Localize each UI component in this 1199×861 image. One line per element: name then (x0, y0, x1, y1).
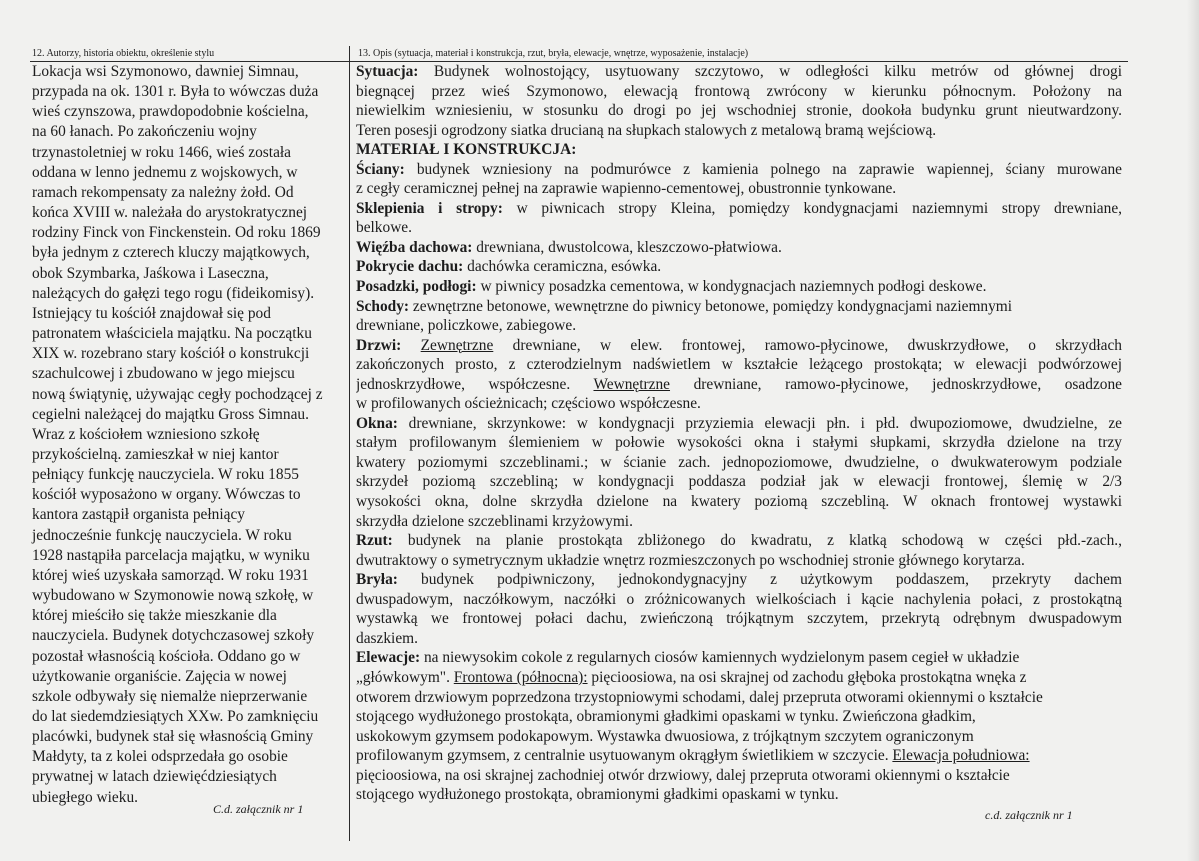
history-text-line: jednocześnie funkcję nauczyciela. W roku (32, 526, 292, 544)
section-13-header: 13. Opis (sytuacja, materiał i konstrukcja, rzut, bryła, elewacje, wnętrze, wyposażenie, instalacje) (358, 48, 749, 59)
text-segment: skrzydeł poziomą szczebliną; w kondygnacji poddasza podział jak w elewacji frontowej, ślemię w 2/3 (356, 473, 1122, 491)
text-segment: w piwnicy posadzka cementowa, w kondygnacjach naziemnych podłogi deskowe. (476, 278, 987, 296)
section-label: MATERIAŁ I KONSTRUKCJA: (356, 141, 577, 159)
description-text-line (356, 394, 1122, 414)
description-text-line (356, 766, 1122, 786)
text-segment: profilowanym gzymsem, z centralnie usytuowanym okrągłym świetlikiem w szczycie. (356, 747, 893, 765)
history-text-line: Wraz z kościołem wzniesiono szkołę (32, 425, 260, 443)
text-segment: drewniane, ramowo-płycinowe, jednoskrzydłowe, osadzone (670, 375, 1122, 393)
section-label: Pokrycie dachu: (356, 258, 464, 276)
description-text-line (356, 238, 1122, 258)
section-label: Elewacje: (356, 649, 421, 667)
underlined-term: Elewacja południowa: (892, 747, 1030, 765)
description-text-line (356, 121, 1122, 141)
description-text-line (356, 433, 1122, 453)
text-segment: z cegły ceramicznej pełnej na zaprawie wapienno-cementowej, obustronnie tynkowane. (356, 180, 897, 198)
section-label: Drzwi: (356, 336, 402, 354)
section-label: Bryła: (356, 571, 398, 589)
history-text-line: do lat siedemdziesiątych XXw. Po zamknięciu (32, 708, 319, 725)
description-text-line (356, 785, 1122, 805)
history-text-line: oddana w lenno jednemu z wojskowych, w (32, 163, 298, 181)
description-text-line (356, 375, 1122, 395)
text-segment: pięcioosiowa, na osi skrajnej od zachodu głęboka prostokątna wnęka z (587, 668, 1027, 686)
section-12-header: 12. Autorzy, historia obiektu, określenie stylu (32, 48, 215, 59)
section-label: Posadzki, podłogi: (356, 278, 477, 296)
history-text-line: Lokacja wsi Szymonowo, dawniej Simnau, (32, 63, 299, 80)
description-text-line (356, 512, 1122, 532)
text-segment: dwuspadowym, naczółkowym, naczółki o zróżnicowanych wielkościach i kącie nachylenia połaci, z prostokątną (356, 590, 1122, 608)
text-segment: wysokości okna, dolne skrzydła dzielone na kwatery poziomą szczebliną. W oknach frontowej wystawki (356, 493, 1122, 511)
description-text-line (356, 609, 1122, 629)
history-text-line: nauczyciela. Budynek dotychczasowej szkoły (32, 627, 315, 645)
text-segment: drewniane, policzkowe, zabiegowe. (356, 317, 577, 335)
text-segment: drewniane, w elew. frontowej, ramowo-płycinowe, dwuskrzydłowe, o skrzydłach (493, 336, 1122, 354)
underlined-term: Frontowa (północna): (453, 668, 588, 686)
history-column (32, 62, 344, 808)
text-segment: niewielkim wzniesieniu, w stosunku do drogi po jej wschodniej stronie, dookoła budynku grunt nieutwardzony. (356, 102, 1122, 120)
text-segment: wystawką we frontowej połaci dachu, zwieńczoną trójkątnym szczytem, przekrytą odrębnym dwuspadowym (356, 610, 1122, 628)
description-text-line (356, 472, 1122, 492)
description-text-line (356, 336, 1122, 356)
text-segment: daszkiem. (356, 629, 418, 647)
history-text-line: ramach rekompensaty za należny żołd. Od (32, 183, 294, 201)
history-text-line: Istniejący tu kościół znajdował się pod (32, 304, 271, 322)
section-label: Sytuacja: (356, 63, 419, 80)
text-segment: budynek na planie prostokąta zbliżonego do kwadratu, z klatką schodową w części płd.-zach., (392, 532, 1122, 550)
history-text-line: rodziny Finck von Finckenstein. Od roku 1869 (32, 224, 321, 242)
history-text-line: której wieś uzyskała samorząd. W roku 1931 (32, 566, 309, 584)
description-text-line (356, 160, 1122, 180)
description-text-line (356, 668, 1122, 688)
page-edge-shadow (1187, 0, 1199, 861)
history-text-line: placówki, budynek stał się własnością Gminy (32, 728, 314, 746)
description-text-line (356, 648, 1122, 668)
column-divider (349, 46, 350, 841)
description-text-line (356, 140, 1122, 160)
description-continuation-note: c.d. załącznik nr 1 (985, 808, 1073, 822)
description-text-line (356, 531, 1122, 551)
text-segment: stojącego wydłużonego prostokąta, obramionymi gładkimi opaskami w tynku. Zwieńczona gładkim, (356, 708, 976, 726)
section-label: Ściany: (356, 160, 405, 178)
history-text-line: prywatnej w latach dziewięćdziesiątych (32, 768, 277, 786)
history-text-line: 1928 nastąpiła parcelacja majątku, w wyniku (32, 546, 310, 564)
section-label: Sklepienia i stropy: (356, 199, 503, 217)
text-segment: stojącego wydłużonego prostokąta, obramionymi gładkimi opaskami w tynku. (356, 786, 839, 804)
description-text-line (356, 179, 1122, 199)
section-label: Okna: (356, 414, 398, 432)
text-segment: otworem drzwiowym poprzedzona trzystopniowymi schodami, dalej przepruta otworami okiennymi o kształcie (356, 688, 1043, 706)
description-text-line (356, 570, 1122, 590)
history-text-line: przypada na ok. 1301 r. Była to wówczas duża (32, 83, 319, 101)
history-text-line: ubiegłego wieku. (32, 788, 138, 806)
text-segment: dachówka ceramiczna, esówka. (463, 258, 662, 276)
text-segment: zewnętrzne betonowe, wewnętrzne do piwnicy betonowe, pomiędzy kondygnacjami naziemnymi (409, 297, 1013, 315)
section-label: Więźba dachowa: (356, 238, 473, 256)
description-text-line (356, 414, 1122, 434)
description-text-line (356, 82, 1122, 102)
history-text-line: pełniący funkcję nauczyciela. W roku 1855 (32, 466, 299, 484)
text-segment: uskokowym gzymsem podokapowym. Wystawka dwuosiowa, z trójkątnym szczytem ograniczonym (356, 727, 974, 745)
history-text-line: Małdyty, ta z kolei odsprzedała go osobie (32, 748, 288, 766)
history-text-line: szkole odbywały się niemalże nieprzerwanie (32, 687, 308, 705)
text-segment: stałym profilowanym ślemieniem w połowie wysokości okna i stałymi słupkami, skrzydła dzielone na trzy (356, 434, 1122, 452)
text-segment: kwatery poziomymi szczeblinami.; w ścianie zach. jednopoziomowe, dwudzielne, o dwukwaterowym podziale (356, 453, 1122, 471)
text-segment: drewniana, dwustolcowa, kleszczowo-płatwiowa. (472, 238, 782, 256)
description-text-line (356, 590, 1122, 610)
history-text-line: nową świątynię, używając cegły pochodzącej z (32, 385, 323, 403)
text-segment: drewniane, skrzynkowe: w kondygnacji przyziemia elewacji płn. i płd. dwupoziomowe, dwudzielne, ze (397, 414, 1122, 432)
text-segment: „główkowym". (356, 668, 454, 686)
history-text-line: na 60 łanach. Po zakończeniu wojny (32, 123, 257, 141)
section-label: Rzut: (356, 532, 393, 550)
description-text-line (356, 551, 1122, 571)
history-text-line: trzynastoletniej w roku 1466, wieś została (32, 143, 292, 161)
text-segment: na niewysokim cokole z regularnych ciosów kamiennych wydzielonym pasem cegieł w układzie (420, 649, 1020, 667)
description-text-line (356, 316, 1122, 336)
history-text-line: której mieściło się także mieszkanie dla (32, 607, 277, 625)
text-segment: Teren posesji ogrodzony siatka drucianą na słupkach stalowych z metalową bramą wejściową. (356, 121, 937, 139)
text-segment (401, 337, 420, 354)
history-text-line: wybudowano w Szymonowie nową szkołę, w (32, 587, 314, 605)
section-label: Schody: (356, 297, 410, 315)
underlined-term: Zewnętrzne (420, 336, 494, 354)
text-segment: budynek wzniesiony na podmurówce z kamienia polnego na zaprawie wapiennej, ściany murowane (404, 160, 1122, 178)
description-text-line (356, 707, 1122, 727)
history-text-line: kościół wyposażono w organy. Wówczas to (32, 486, 301, 504)
description-text-line (356, 688, 1122, 708)
text-segment: dwutraktowy o symetrycznym układzie wnętrz rozmieszczonych po wschodniej stronie głównego korytarza. (356, 551, 1025, 569)
description-column (356, 62, 1122, 805)
history-text-line: szachulcowej i zbudowano w jego miejscu (32, 365, 295, 383)
history-text-line: użytkowanie organiście. Zajęcia w nowej (32, 667, 287, 685)
history-text-line: kantora zastąpił organista pełniący (32, 506, 245, 524)
text-segment: w piwnicach stropy Kleina, pomiędzy kondygnacjami naziemnymi stropy drewniane, (502, 199, 1122, 217)
history-text-line: obok Szymbarka, Jaśkowa i Laseczna, (32, 264, 269, 282)
description-text-line (356, 355, 1122, 375)
text-segment: skrzydła dzielone szczeblinami krzyżowymi. (356, 512, 633, 530)
description-text-line (356, 492, 1122, 512)
history-text-line: wieś czynszowa, prawdopodobnie kościelna, (32, 103, 309, 121)
description-text-line (356, 746, 1122, 766)
history-text-line: była jednym z czterech kluczy majątkowych, (32, 244, 310, 262)
history-text-line: przykościelną. zamieszkał w niej kantor (32, 445, 279, 463)
description-text-line (356, 257, 1122, 277)
history-continuation-note: C.d. załącznik nr 1 (213, 802, 304, 816)
description-text-line (356, 297, 1122, 317)
description-text-line (356, 727, 1122, 747)
description-text-line (356, 101, 1122, 121)
description-text-line (356, 629, 1122, 649)
underlined-term: Wewnętrzne (593, 375, 671, 393)
text-segment: belkowe. (356, 219, 412, 237)
description-text-line (356, 199, 1122, 219)
history-text-line: patronatem właściciela majątku. Na początku (32, 325, 312, 343)
description-text-line (356, 62, 1122, 82)
text-segment: biegnącej przez wieś Szymonowo, elewacją frontową zwrócony w kierunku północnym. Położony na (356, 82, 1122, 100)
description-text-line (356, 453, 1122, 473)
text-segment: w profilowanych ościeżnicach; częściowo współczesne. (356, 395, 701, 413)
text-segment: zakończonych prosto, z czterodzielnym nadświetlem w kształcie leżącego prostokąta; w elewacji podwórzowej (356, 356, 1122, 374)
description-text-line (356, 277, 1122, 297)
text-segment: pięcioosiowa, na osi skrajnej zachodniej otwór drzwiowy, dalej przepruta otworami okiennymi o kształcie (356, 766, 1010, 784)
text-segment: Budynek wolnostojący, usytuowany szczytowo, w odległości kilku metrów od głównej drogi (418, 63, 1122, 80)
history-text-line: końca XVIII w. należała do arystokratycznej (32, 204, 308, 222)
text-segment: budynek podpiwniczony, jednokondygnacyjny z użytkowym poddaszem, przekryty dachem (397, 571, 1122, 589)
description-text-line (356, 218, 1122, 238)
history-text-line: należących do gałęzi tego rogu (fideikomisy). (32, 284, 315, 302)
text-segment: jednoskrzydłowe, współczesne. (356, 375, 594, 393)
history-text-line: pozostał własnością kościoła. Oddano go w (32, 647, 301, 665)
history-text-line: XIX w. rozebrano stary kościół o konstrukcji (32, 345, 310, 363)
history-text-line: cegielni należącej do majątku Gross Simnau. (32, 405, 309, 423)
